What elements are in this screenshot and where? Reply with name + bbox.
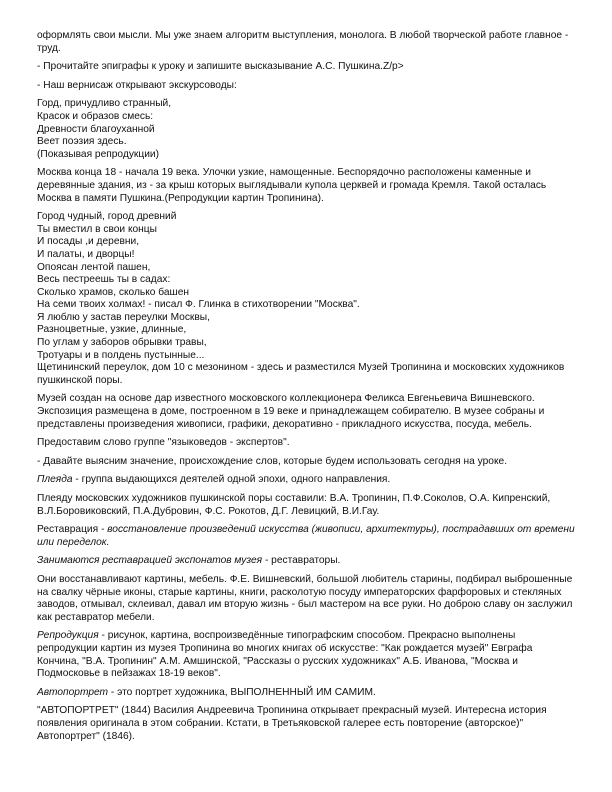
poem-line: И посады ,и деревни, — [37, 236, 140, 248]
poem-line: Горд, причудливо странный, — [37, 98, 172, 110]
term: Реставрация — [37, 524, 99, 536]
paragraph-restorers — [37, 555, 577, 568]
term: Автопортрет — [37, 686, 109, 698]
poem-line: (Показывая репродукции) — [37, 148, 159, 160]
paragraph-artists: Плеяду московских художников пушкинской поры составили: В.А. Тропинин, П.Ф.Соколов, О.А. Кипренский, В.Л.Боровиковский, П.А.Дубровин, Ф.С. Рокотов, Д.Г. Левицкий, В.И.Гау. — [37, 493, 551, 517]
italic-phrase: Занимаются реставрацией экспонатов музея — [37, 555, 263, 567]
definition-text: - рисунок, картина, воспроизведённые типографским способом. Прекрасно выполнены репродукции картин из музея Тропинина во многих книгах об искусстве: "Как рождается музей" Евграфа Кончина, "В.А. Тропинин" А.М. Амшинской, "Рассказы о русских художниках" А.Б. Иванова, "Москва и Подмосковье в пейзажах 18-19 веков". — [37, 630, 533, 680]
definition-text: - восстановление произведений искусства (живописи, архитектуры), пострадавших от времени или переделок. — [37, 524, 575, 548]
poem-line: На семи твоих холмах! - писал Ф. Глинка в стихотворении "Москва". — [37, 299, 360, 311]
term: Плеяда — [37, 474, 73, 486]
paragraph-vishnevsky: Они восстанавливают картины, мебель. Ф.Е. Вишневский, большой любитель старины, подбирал выброшенные на свалку чёрные иконы, старые картины, книги, расколотую посуду императорских фарфоровых и стекляных заводов, отмывал, склеивал, давал им вторую жизнь - был мастером на все руки. Но доброю славу он заслужил как реставратор мебели. — [37, 573, 573, 623]
paragraph-vernissage: - Наш вернисаж открывают экскурсоводы: — [37, 79, 237, 91]
poem-line: Весь пестреешь ты в садах: — [37, 274, 171, 286]
definition-self-portrait — [37, 687, 577, 700]
plain-phrase: - реставраторы. — [262, 555, 341, 567]
poem-line: И палаты, и дворцы! — [37, 248, 135, 260]
poem-line: Сколько храмов, сколько башен — [37, 286, 190, 298]
poem-line: Тротуары и в полдень пустынные... — [37, 349, 205, 361]
paragraph-intro: оформлять свои мысли. Мы уже знаем алгоритм выступления, монолога. В любой творческой работе главное - труд. — [37, 30, 569, 54]
definition-reproduction — [37, 630, 577, 680]
poem-2 — [37, 211, 577, 387]
poem-line: По углам у заборов обрывки травы, — [37, 337, 207, 349]
poem-1 — [37, 98, 577, 161]
definition-pleiad — [37, 474, 577, 487]
poem-line: Красок и образов смесь: — [37, 110, 154, 122]
term: Репродукция — [37, 630, 99, 642]
poem-line: Город чудный, город древний — [37, 211, 177, 223]
poem-line: Веет поэзия здесь. — [37, 136, 127, 148]
poem-line: Я люблю у застав переулки Москвы, — [37, 311, 210, 323]
paragraph-linguists: Предоставим слово группе "языковедов - экспертов". — [37, 437, 290, 449]
paragraph-epigraph-task: - Прочитайте эпиграфы к уроку и запишите высказывание А.С. Пушкина.Z/p> — [37, 61, 404, 73]
paragraph-self-portrait: "АВТОПОРТРЕТ" (1844) Василия Андреевича Тропинина открывает прекрасный музей. Интересна история появления оригинала в этом собрании. Кстати, в Третьяковской галерее есть повторение (авторское)" Автопортрет" (1846). — [37, 705, 547, 742]
poem-line: Разноцветные, узкие, длинные, — [37, 324, 187, 336]
poem-line: Опоясан лентой пашен, — [37, 261, 151, 273]
poem-line: Древности благоуханной — [37, 123, 155, 135]
document-page — [37, 30, 577, 749]
definition-restoration — [37, 524, 577, 549]
poem-line: Щетининский переулок, дом 10 с мезонином - здесь и разместился Музей Тропинина и московских художников пушкинской поры. — [37, 362, 565, 386]
definition-text: - группа выдающихся деятелей одной эпохи, одного направления. — [72, 474, 391, 486]
paragraph-moscow: Москва конца 18 - начала 19 века. Улочки узкие, намощенные. Беспорядочно расположены каменные и деревянные здания, из - за крыш которых выглядывали купола церквей и громада Кремля. Такой осталась Москва в памяти Пушкина.(Репродукции картин Тропинина). — [37, 167, 547, 204]
paragraph-words: - Давайте выясним значение, происхождение слов, которые будем использовать сегодня на уроке. — [37, 455, 508, 467]
poem-line: Ты вместил в свои концы — [37, 223, 157, 235]
definition-text: - это портрет художника, ВЫПОЛНЕННЫЙ ИМ САМИМ. — [108, 686, 376, 698]
paragraph-museum: Музей создан на основе дар известного московского коллекционера Феликса Евгеньевича Вишневского. Экспозиция размещена в доме, построенном в 19 веке и принадлежащем собирателю. В музее собраны и представлены произведения живописи, графики, декоративно - прикладного искусства, посуда, мебель. — [37, 393, 545, 430]
